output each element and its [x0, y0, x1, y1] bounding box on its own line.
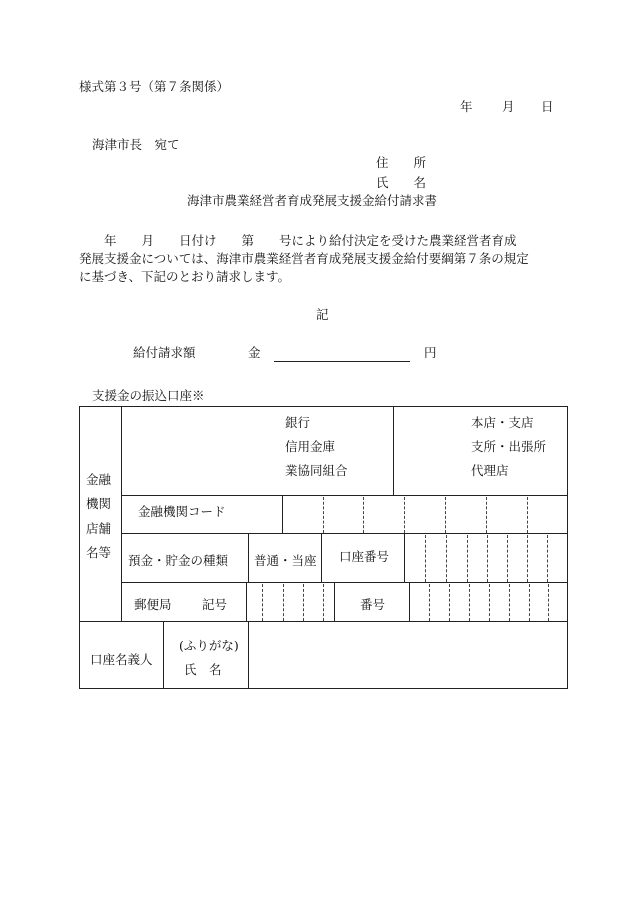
account-holder-label: 口座名義人: [90, 652, 153, 667]
ki-heading: 記: [316, 307, 329, 322]
side-label-2: 機関: [86, 496, 112, 511]
holder-name-field[interactable]: [249, 622, 567, 688]
body-line-2: 発展支援金については、海津市農業経営者育成発展支援金給付要綱第７条の規定: [79, 251, 529, 266]
branch-type-sub: 支所・出張所: [471, 439, 547, 454]
document-title: 海津市農業経営者育成発展支援金給付請求書: [187, 193, 438, 208]
side-label-1: 金融: [86, 472, 112, 487]
account-number-label: 口座番号: [339, 549, 390, 564]
branch-type-agent: 代理店: [471, 463, 509, 478]
addressee: 海津市長 宛て: [92, 137, 180, 152]
deposit-type-label: 預金・貯金の種類: [128, 553, 229, 568]
name-label: 氏 名: [376, 175, 427, 190]
amount-label: 給付請求額: [133, 345, 196, 360]
amount-prefix: 金: [248, 345, 261, 360]
bank-code-label: 金融機関コード: [138, 504, 226, 519]
side-label-3: 店舗: [86, 521, 112, 536]
account-heading: 支援金の振込口座※: [92, 388, 205, 403]
postal-label: 郵便局: [134, 597, 172, 612]
bank-name-field[interactable]: [122, 407, 282, 495]
amount-suffix: 円: [424, 345, 437, 360]
holder-name-label: 氏 名: [184, 662, 222, 677]
date-month: 月: [502, 99, 515, 114]
branch-type-main: 本店・支店: [471, 415, 534, 430]
amount-underline[interactable]: [274, 361, 410, 362]
date-day: 日: [541, 99, 554, 114]
bank-type-bank: 銀行: [285, 415, 311, 430]
number-label: 番号: [360, 597, 386, 612]
deposit-type-value: 普通・当座: [254, 553, 317, 568]
side-label-4: 名等: [86, 545, 112, 560]
bank-type-kyodo: 業協同組合: [285, 463, 348, 478]
furigana-label: (ふりがな): [179, 638, 239, 653]
address-label: 住 所: [376, 155, 427, 170]
form-number: 様式第３号（第７条関係）: [79, 79, 230, 94]
bank-type-shinkin: 信用金庫: [285, 439, 336, 454]
date-year: 年: [460, 99, 473, 114]
body-line-1: 年 月 日付け 第 号により給付決定を受けた農業経営者育成: [79, 233, 517, 248]
symbol-label: 記号: [202, 597, 228, 612]
body-line-3: に基づき、下記のとおり請求します。: [79, 269, 291, 284]
branch-name-field[interactable]: [394, 407, 469, 495]
